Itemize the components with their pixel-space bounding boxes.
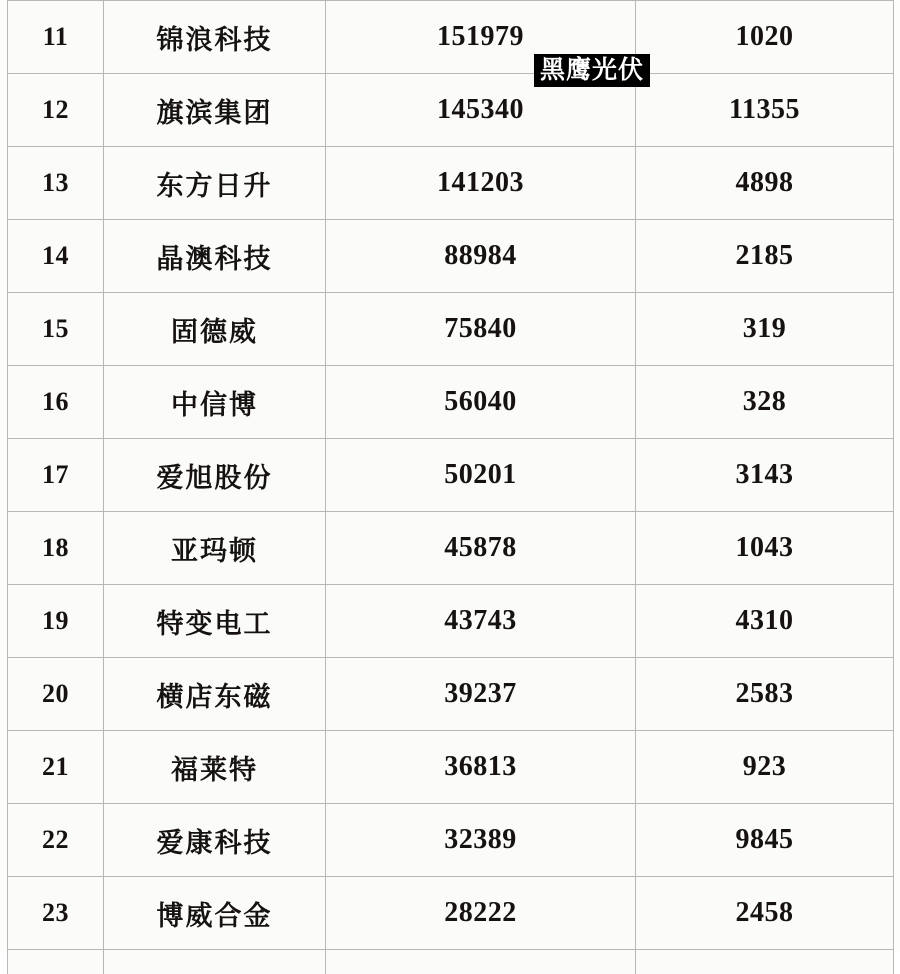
company-name	[104, 950, 326, 974]
company-name: 爱康科技	[104, 804, 326, 877]
table-row	[8, 804, 894, 877]
rank-value: 17	[8, 439, 104, 512]
ranking-table	[7, 0, 894, 974]
value-1: 56040	[326, 366, 636, 439]
rank-value: 12	[8, 74, 104, 147]
value-1: 32389	[326, 804, 636, 877]
value-2: 2458	[636, 877, 894, 950]
value-1: 28222	[326, 877, 636, 950]
table-row	[8, 220, 894, 293]
rank-value: 13	[8, 147, 104, 220]
company-name: 亚玛顿	[104, 512, 326, 585]
value-1	[326, 950, 636, 974]
table-row	[8, 731, 894, 804]
value-1: 43743	[326, 585, 636, 658]
value-1: 36813	[326, 731, 636, 804]
company-name: 固德威	[104, 293, 326, 366]
company-name: 旗滨集团	[104, 74, 326, 147]
value-2: 1020	[636, 1, 894, 74]
rank-value: 18	[8, 512, 104, 585]
table-row	[8, 512, 894, 585]
rank-value: 16	[8, 366, 104, 439]
value-2: 2185	[636, 220, 894, 293]
table-row-partial	[8, 950, 894, 974]
table-row	[8, 147, 894, 220]
value-2: 4898	[636, 147, 894, 220]
table-row	[8, 439, 894, 512]
value-1: 141203	[326, 147, 636, 220]
company-name: 爱旭股份	[104, 439, 326, 512]
value-1: 88984	[326, 220, 636, 293]
rank-value: 23	[8, 877, 104, 950]
rank-value: 11	[8, 1, 104, 74]
company-name: 福莱特	[104, 731, 326, 804]
rank-value: 22	[8, 804, 104, 877]
rank-value: 21	[8, 731, 104, 804]
value-1: 151979	[326, 1, 636, 74]
rank-value: 15	[8, 293, 104, 366]
value-2	[636, 950, 894, 974]
rank-value: 14	[8, 220, 104, 293]
table-row	[8, 74, 894, 147]
value-1: 39237	[326, 658, 636, 731]
value-1: 50201	[326, 439, 636, 512]
value-2: 328	[636, 366, 894, 439]
rank-value: 20	[8, 658, 104, 731]
company-name: 晶澳科技	[104, 220, 326, 293]
table-row	[8, 366, 894, 439]
value-1: 45878	[326, 512, 636, 585]
value-2: 2583	[636, 658, 894, 731]
watermark-label: 黑鹰光伏	[534, 54, 650, 87]
table-row	[8, 658, 894, 731]
value-1: 145340	[326, 74, 636, 147]
value-1: 75840	[326, 293, 636, 366]
table-row	[8, 585, 894, 658]
company-name: 博威合金	[104, 877, 326, 950]
company-name: 锦浪科技	[104, 1, 326, 74]
table-row	[8, 1, 894, 74]
value-2: 4310	[636, 585, 894, 658]
value-2: 923	[636, 731, 894, 804]
rank-value: 19	[8, 585, 104, 658]
table-row	[8, 877, 894, 950]
company-name: 特变电工	[104, 585, 326, 658]
table-row	[8, 293, 894, 366]
value-2: 1043	[636, 512, 894, 585]
value-2: 9845	[636, 804, 894, 877]
value-2: 11355	[636, 74, 894, 147]
rank-value	[8, 950, 104, 974]
value-2: 3143	[636, 439, 894, 512]
value-2: 319	[636, 293, 894, 366]
table-body	[8, 1, 894, 974]
company-name: 横店东磁	[104, 658, 326, 731]
company-name: 中信博	[104, 366, 326, 439]
company-name: 东方日升	[104, 147, 326, 220]
